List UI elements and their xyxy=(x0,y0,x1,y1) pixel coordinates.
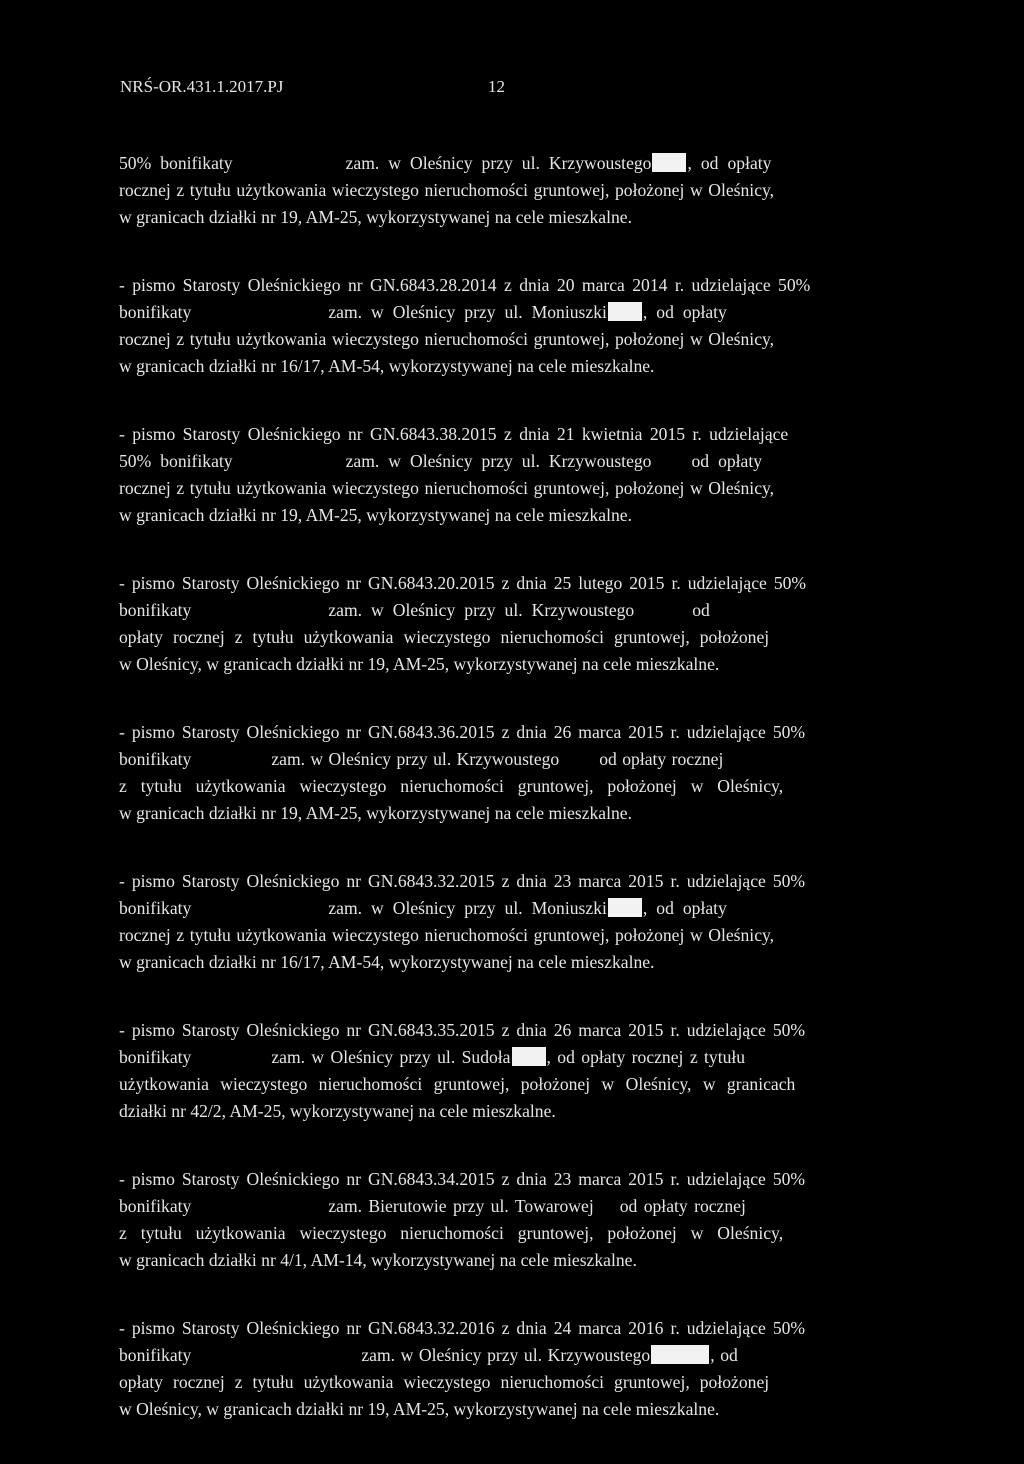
paragraph xyxy=(119,421,893,529)
text-line: rocznej z tytułu użytkowania wieczystego nieruchomości gruntowej, położonej w Oleśnicy, xyxy=(119,180,775,200)
text-line: - pismo Starosty Oleśnickiego nr GN.6843.32.2015 z dnia 23 marca 2015 r. udzielające 50% xyxy=(119,871,806,891)
text-line: w granicach działki nr 4/1, AM-14, wykorzystywanej na cele mieszkalne. xyxy=(119,1250,637,1270)
text-line: bonifikaty zam. w Oleśnicy przy ul. Sudoła , od opłaty rocznej z tytułu xyxy=(119,1047,746,1067)
text-line: opłaty rocznej z tytułu użytkowania wieczystego nieruchomości gruntowej, położonej xyxy=(119,627,770,647)
text-line: - pismo Starosty Oleśnickiego nr GN.6843.28.2014 z dnia 20 marca 2014 r. udzielające 50% xyxy=(119,275,811,295)
paragraph xyxy=(119,719,893,827)
text-line: bonifikaty zam. w Oleśnicy przy ul. Moniuszki , od opłaty xyxy=(119,302,727,322)
paragraph xyxy=(119,570,893,678)
text-line: w Oleśnicy, w granicach działki nr 19, AM-25, wykorzystywanej na cele mieszkalne. xyxy=(119,654,720,674)
redacted-block xyxy=(651,1345,709,1364)
text-line: w granicach działki nr 16/17, AM-54, wykorzystywanej na cele mieszkalne. xyxy=(119,952,655,972)
text-line: - pismo Starosty Oleśnickiego nr GN.6843.32.2016 z dnia 24 marca 2016 r. udzielające 50% xyxy=(119,1318,806,1338)
text-line: rocznej z tytułu użytkowania wieczystego nieruchomości gruntowej, położonej w Oleśnicy, xyxy=(119,478,775,498)
text-line: - pismo Starosty Oleśnickiego nr GN.6843.38.2015 z dnia 21 kwietnia 2015 r. udzielające xyxy=(119,424,789,444)
redacted-block xyxy=(652,153,686,172)
text-line: 50% bonifikaty zam. w Oleśnicy przy ul. Krzywoustego , od opłaty xyxy=(119,153,772,173)
text-line: - pismo Starosty Oleśnickiego nr GN.6843.34.2015 z dnia 23 marca 2015 r. udzielające 50% xyxy=(119,1169,806,1189)
redacted-block xyxy=(512,1047,546,1066)
text-line: w granicach działki nr 16/17, AM-54, wykorzystywanej na cele mieszkalne. xyxy=(119,356,655,376)
paragraph xyxy=(119,150,893,231)
text-line: z tytułu użytkowania wieczystego nieruchomości gruntowej, położonej w Oleśnicy, xyxy=(119,776,784,796)
text-line: bonifikaty zam. w Oleśnicy przy ul. Krzywoustego od xyxy=(119,600,710,620)
paragraph xyxy=(119,1315,893,1423)
paragraph xyxy=(119,1017,893,1125)
page-header xyxy=(120,72,520,102)
document-body xyxy=(119,150,893,1464)
text-line: rocznej z tytułu użytkowania wieczystego nieruchomości gruntowej, położonej w Oleśnicy, xyxy=(119,925,775,945)
text-line: w granicach działki nr 19, AM-25, wykorzystywanej na cele mieszkalne. xyxy=(119,207,632,227)
text-line: - pismo Starosty Oleśnickiego nr GN.6843.20.2015 z dnia 25 lutego 2015 r. udzielające 50% xyxy=(119,573,807,593)
paragraph xyxy=(119,1166,893,1274)
text-line: bonifikaty zam. w Oleśnicy przy ul. Krzywoustego od opłaty rocznej xyxy=(119,749,724,769)
text-line: z tytułu użytkowania wieczystego nieruchomości gruntowej, położonej w Oleśnicy, xyxy=(119,1223,784,1243)
text-line: bonifikaty zam. w Oleśnicy przy ul. Moniuszki , od opłaty xyxy=(119,898,727,918)
redacted-block xyxy=(608,898,642,917)
text-line: - pismo Starosty Oleśnickiego nr GN.6843.35.2015 z dnia 26 marca 2015 r. udzielające 50% xyxy=(119,1020,806,1040)
text-line: użytkowania wieczystego nieruchomości gruntowej, położonej w Oleśnicy, w granicach xyxy=(119,1074,796,1094)
paragraph xyxy=(119,868,893,976)
text-line: bonifikaty zam. w Oleśnicy przy ul. Krzywoustego , od xyxy=(119,1345,738,1365)
page-number: 12 xyxy=(488,77,505,96)
text-line: w granicach działki nr 19, AM-25, wykorzystywanej na cele mieszkalne. xyxy=(119,505,632,525)
paragraph xyxy=(119,272,893,380)
document-reference: NRŚ-OR.431.1.2017.PJ xyxy=(120,77,284,96)
text-line: opłaty rocznej z tytułu użytkowania wieczystego nieruchomości gruntowej, położonej xyxy=(119,1372,770,1392)
text-line: w granicach działki nr 19, AM-25, wykorzystywanej na cele mieszkalne. xyxy=(119,803,632,823)
text-line: - pismo Starosty Oleśnickiego nr GN.6843.36.2015 z dnia 26 marca 2015 r. udzielające 50% xyxy=(119,722,806,742)
text-line: 50% bonifikaty zam. w Oleśnicy przy ul. Krzywoustego od opłaty xyxy=(119,451,763,471)
text-line: działki nr 42/2, AM-25, wykorzystywanej na cele mieszkalne. xyxy=(119,1101,556,1121)
text-line: w Oleśnicy, w granicach działki nr 19, AM-25, wykorzystywanej na cele mieszkalne. xyxy=(119,1399,720,1419)
text-line: rocznej z tytułu użytkowania wieczystego nieruchomości gruntowej, położonej w Oleśnicy, xyxy=(119,329,775,349)
redacted-block xyxy=(608,302,642,321)
text-line: bonifikaty zam. Bierutowie przy ul. Towarowej od opłaty rocznej xyxy=(119,1196,746,1216)
